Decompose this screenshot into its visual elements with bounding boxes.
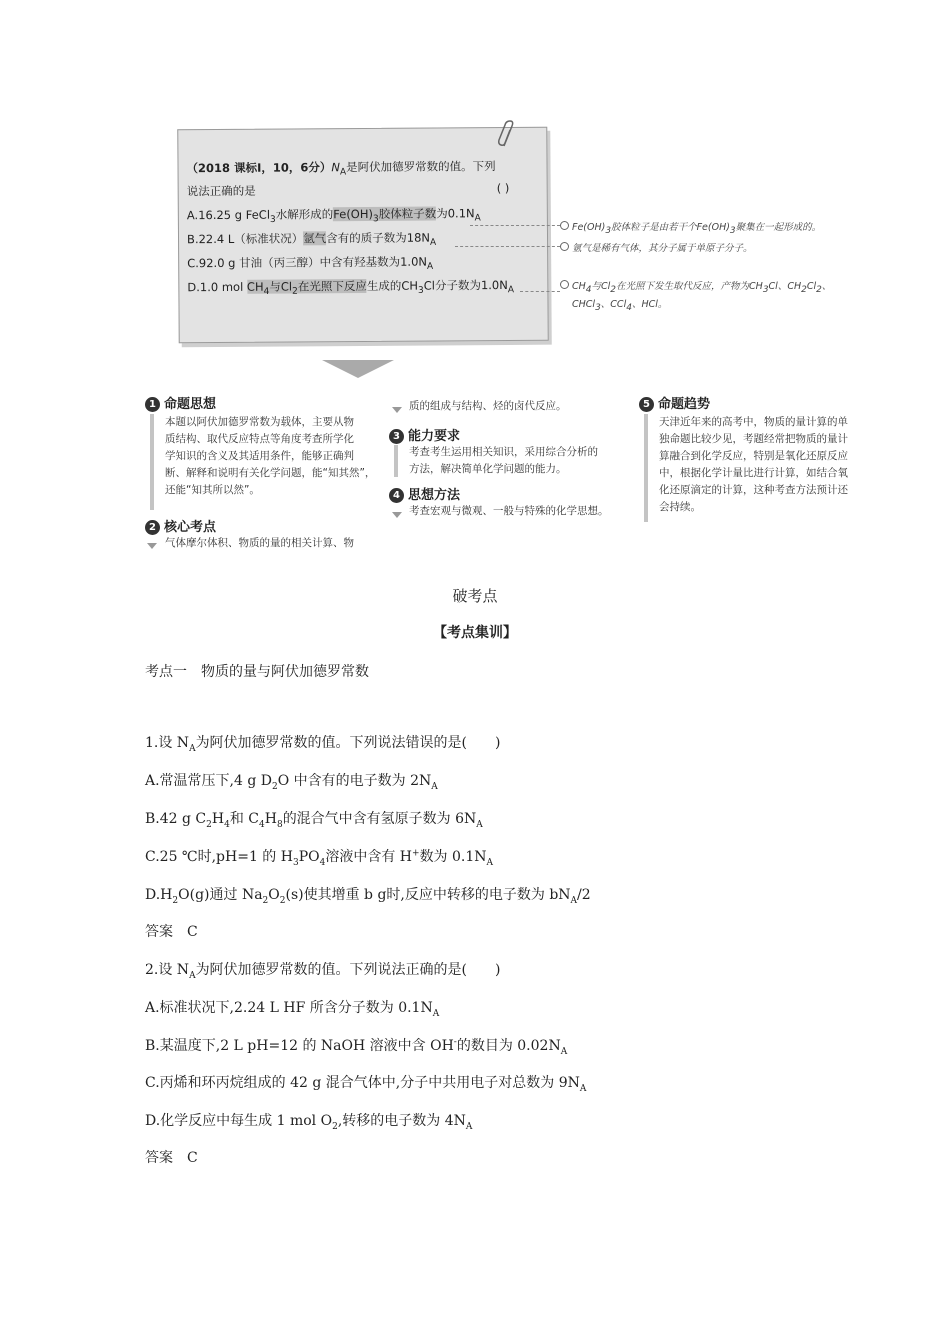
section-5-heading: 5 命题趋势 [639,393,710,412]
section-2-text-2: 质的组成与结构、烃的卤代反应。 [409,400,567,412]
highlight: $CH_4$与$Cl_2$在光照下反应 [246,278,367,297]
highlight: $Fe(OH)_3$胶体粒子数 [333,206,437,225]
note-d-cont: CHCl$_3$、CCl$_4$、HCl。 [572,299,668,313]
down-arrow-icon [392,512,402,518]
number-badge: 3 [389,429,404,444]
note-bullet [560,280,569,289]
q1-answer: 答案 C [145,924,198,940]
q1-option-c: C.25 ℃时,pH=1 的 $H_3PO_4$溶液中含有 H+数为 $0.1N_A$ [145,848,494,868]
card-option-a: A.16.25 g FeCl$_3$水解形成的$Fe(OH)_3$胶体粒子数为$0.1N_A$ [186,206,481,225]
number-badge: 1 [145,397,160,412]
section-3-heading: 3 能力要求 [389,425,460,444]
q2-option-b: B.某温度下,2 L pH=12 的 NaOH 溶液中含 OH-的数目为 $0.02N_A$ [145,1037,568,1057]
section-5-text: 天津近年来的高考中，物质的量计算的单 独命题比较少见，考题经常把物质的量计 算融合到化学反应，特别是氧化还原反应 中，根据化学计量比进行计算，如结合氧 化还原滴定的计算，这种考查方法预计还 会持续。 [659,416,848,513]
down-arrow-icon [147,543,157,549]
q1-option-d: $D.H_2O(g)$通过 $Na_2O_2(s)$使其增重 b g时,反应中转移的电子数为 $bN_A/2$ [145,887,591,906]
q1-stem: 1.设 $N_A$为阿伏加德罗常数的值。下列说法错误的是( ) [145,735,501,754]
note-bullet [560,242,569,251]
topic-heading: 考点一 物质的量与阿伏加德罗常数 [145,664,369,680]
number-badge: 5 [639,397,654,412]
section-4-text: 考查宏观与微观、一般与特殊的化学思想。 [409,505,609,517]
section-3-text: 考查考生运用相关知识，采用综合分析的 方法，解决简单化学问题的能力。 [409,446,598,475]
q2-option-a: A.标准状况下,2.24 L HF 所含分子数为 $0.1N_A$ [145,1000,440,1019]
section-2-text-1: 气体摩尔体积、物质的量的相关计算、物 [165,537,354,549]
section-bar [394,445,398,477]
section-bar [644,414,648,522]
card-option-b: B.22.4 L（标准状况）氩气含有的质子数为$18N_A$ [186,230,437,248]
page-title: 破考点 [452,587,498,605]
q1-option-a: A.常温常压下,4 g $D_2O$ 中含有的电子数为 $2N_A$ [145,773,438,792]
exam-question-card [177,127,548,344]
connector-a [470,225,560,226]
section-subtitle: 【考点集训】 [433,625,517,641]
note-bullet [560,221,569,230]
paperclip-icon [498,120,518,150]
card-line-2: 说法正确的是 ( ) [186,180,510,199]
q2-option-d: D.化学反应中每生成 1 mol $O_2$,转移的电子数为 $4N_A$ [145,1113,473,1132]
highlight: 氩气 [303,231,327,246]
note-b: 氩气是稀有气体，其分子属于单原子分子。 [572,243,753,254]
card-line-1: （2018 课标Ⅰ，10，6分）$N_A$是阿伏加德罗常数的值。下列 [186,159,496,178]
number-badge: 2 [145,520,160,535]
number-badge: 4 [389,488,404,503]
section-1-text: 本题以阿伏加德罗常数为载体，主要从物 质结构、取代反应特点等角度考查所学化 学知识的含义及其适用条件，能够正确判 断、解释和说明有关化学问题，能“知其然”， 还能“知其所以然”。 [165,416,376,496]
connector-b [455,246,560,247]
note-a: $Fe(OH)_3$胶体粒子是由若干个$Fe(OH)_3$聚集在一起形成的。 [572,222,822,236]
section-bar [150,414,154,510]
section-2-heading: 2 核心考点 [145,516,216,535]
card-option-c: C.92.0 g 甘油（丙三醇）中含有羟基数为$1.0N_A$ [187,254,434,272]
down-arrow-icon [322,360,394,378]
q2-stem: 2.设 $N_A$为阿伏加德罗常数的值。下列说法正确的是( ) [145,962,501,981]
down-arrow-icon [392,407,402,413]
q1-option-b: B.42 g $C_2H_4$和 $C_4H_8$的混合气中含有氢原子数为 $6N_A$ [145,811,483,830]
q2-option-c: C.丙烯和环丙烷组成的 42 g 混合气体中,分子中共用电子对总数为 $9N_A$ [145,1075,587,1094]
connector-d [520,291,560,292]
note-d: $CH_4$与$Cl_2$在光照下发生取代反应，产物为$CH_3Cl$、$CH_2Cl_2$、 [572,281,832,295]
section-1-heading: 1 命题思想 [145,393,216,412]
card-option-d: D.1.0 mol $CH_4$与$Cl_2$在光照下反应生成的$CH_3Cl$分子数为$1.0N_A$ [187,277,515,297]
section-4-heading: 4 思想方法 [389,484,460,503]
q2-answer: 答案 C [145,1150,198,1166]
